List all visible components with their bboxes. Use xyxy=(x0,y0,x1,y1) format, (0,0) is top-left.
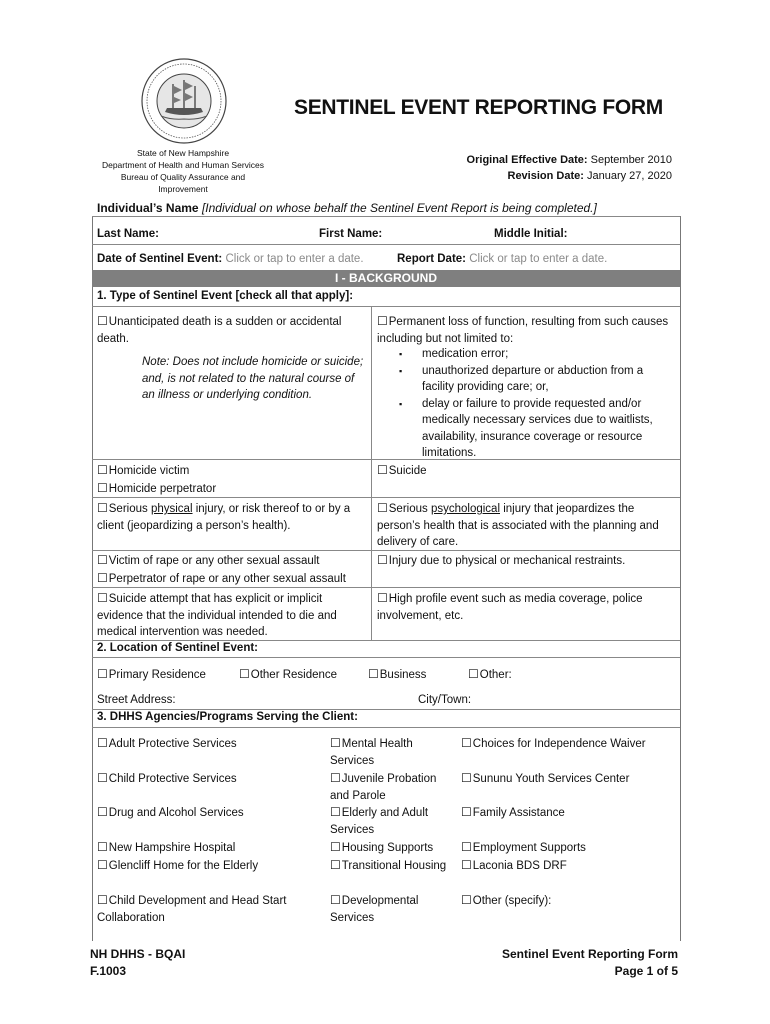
checkbox-rape-victim[interactable]: ☐ Victim of rape or any other sexual assault xyxy=(97,552,320,570)
permanent-loss-causes: ▪ medication error; ▪ unauthorized departure or abduction from a facility providing care; or, ▪ delay or failure to provide requested and/or medically necessary services due to waitlists, availability, insurance coverage or resource limitations. xyxy=(377,346,667,462)
note-text: Note: Does not include homicide or suicide; and, is not related to the natural course of an illness or underlying condition. xyxy=(142,356,364,401)
question-1: 1. Type of Sentinel Event [check all that apply]: xyxy=(97,290,354,302)
program-sununu-youth[interactable]: ☐ Sununu Youth Services Center xyxy=(461,770,629,788)
program-other-specify[interactable]: ☐ Other (specify): xyxy=(461,892,551,910)
checkbox-high-profile[interactable]: ☐ High profile event such as media coverage, police involvement, etc. xyxy=(377,590,667,624)
checkbox-rape-perpetrator[interactable]: ☐ Perpetrator of rape or any other sexual assault xyxy=(97,570,346,588)
checkbox-homicide-victim[interactable]: ☐ Homicide victim xyxy=(97,462,189,480)
checkbox-other-residence[interactable]: ☐ Other Residence xyxy=(239,666,337,684)
dates-block: Original Effective Date: September 2010 Revision Date: January 27, 2020 xyxy=(466,154,672,182)
question-2: 2. Location of Sentinel Event: xyxy=(97,642,259,654)
checkbox-other-location[interactable]: ☐ Other: xyxy=(468,666,512,684)
checkbox-serious-psychological[interactable]: ☐ Serious psychological injury that jeopardizes the person’s health that is associated with the planning and delivery of care. xyxy=(377,500,671,551)
program-nh-hospital[interactable]: ☐ New Hampshire Hospital xyxy=(97,839,235,857)
city-town-field[interactable]: City/Town: xyxy=(418,694,472,706)
checkbox-business[interactable]: ☐ Business xyxy=(368,666,426,684)
program-laconia-bds[interactable]: ☐ Laconia BDS DRF xyxy=(461,857,567,875)
program-elderly-adult[interactable]: ☐ Elderly and Adult Services xyxy=(330,804,448,838)
checkbox-unanticipated-death[interactable]: ☐ Unanticipated death is a sudden or accidental death. xyxy=(97,313,367,347)
program-drug-alcohol[interactable]: ☐ Drug and Alcohol Services xyxy=(97,804,244,822)
program-choices-independence[interactable]: ☐ Choices for Independence Waiver xyxy=(461,735,646,753)
program-housing-supports[interactable]: ☐ Housing Supports xyxy=(330,839,448,857)
program-juvenile-probation[interactable]: ☐ Juvenile Probation and Parole xyxy=(330,770,448,804)
question-3: 3. DHHS Agencies/Programs Serving the Client: xyxy=(97,711,358,723)
checkbox-suicide-attempt[interactable]: ☐ Suicide attempt that has explicit or implicit evidence that the individual intended to die and medical intervention was needed. xyxy=(97,590,367,641)
program-family-assistance[interactable]: ☐ Family Assistance xyxy=(461,804,565,822)
program-mental-health[interactable]: ☐ Mental Health Services xyxy=(330,735,448,769)
checkbox-restraints[interactable]: ☐ Injury due to physical or mechanical restraints. xyxy=(377,552,625,570)
background-section-header: I - BACKGROUND xyxy=(92,270,680,287)
checkbox-primary-residence[interactable]: ☐ Primary Residence xyxy=(97,666,206,684)
agency-block: State of New Hampshire Department of Health and Human Services Bureau of Quality Assurance and Improvement xyxy=(101,148,265,194)
revision-date: January 27, 2020 xyxy=(586,170,672,182)
footer-left: NH DHHS - BQAI F.1003 xyxy=(90,947,186,978)
report-date-field[interactable]: Report Date: Click or tap to enter a date. xyxy=(397,253,608,265)
program-glencliff[interactable]: ☐ Glencliff Home for the Elderly xyxy=(97,857,258,875)
form-title: SENTINEL EVENT REPORTING FORM xyxy=(294,96,663,119)
program-child-development[interactable]: ☐ Child Development and Head Start Collaboration xyxy=(97,892,307,926)
checkbox-homicide-perpetrator[interactable]: ☐ Homicide perpetrator xyxy=(97,480,216,498)
footer-right: Sentinel Event Reporting Form Page 1 of 5 xyxy=(501,947,678,978)
street-address-field[interactable]: Street Address: xyxy=(97,694,176,706)
state-seal-logo xyxy=(141,58,227,144)
program-employment-supports[interactable]: ☐ Employment Supports xyxy=(461,839,586,857)
program-transitional-housing[interactable]: ☐ Transitional Housing xyxy=(330,857,448,875)
program-adult-protective[interactable]: ☐ Adult Protective Services xyxy=(97,735,237,753)
checkbox-serious-physical[interactable]: ☐ Serious physical injury, or risk thereof to or by a client (jeopardizing a person’s health). xyxy=(97,500,367,534)
effective-date: September 2010 xyxy=(590,154,672,166)
middle-initial-field[interactable]: Middle Initial: xyxy=(494,228,568,240)
last-name-field[interactable]: Last Name: xyxy=(97,228,159,240)
checkbox-suicide[interactable]: ☐ Suicide xyxy=(377,462,426,480)
page-number: Page 1 of 5 xyxy=(614,964,678,978)
first-name-field[interactable]: First Name: xyxy=(319,228,383,240)
program-child-protective[interactable]: ☐ Child Protective Services xyxy=(97,770,237,788)
individual-heading: Individual’s Name [Individual on whose behalf the Sentinel Event Report is being completed.] xyxy=(97,201,597,215)
event-date-field[interactable]: Date of Sentinel Event: Click or tap to enter a date. xyxy=(97,253,364,265)
program-developmental[interactable]: ☐ Developmental Services xyxy=(330,892,448,926)
checkbox-permanent-loss[interactable]: ☐ Permanent loss of function, resulting from such causes including but not limited to: xyxy=(377,313,671,347)
